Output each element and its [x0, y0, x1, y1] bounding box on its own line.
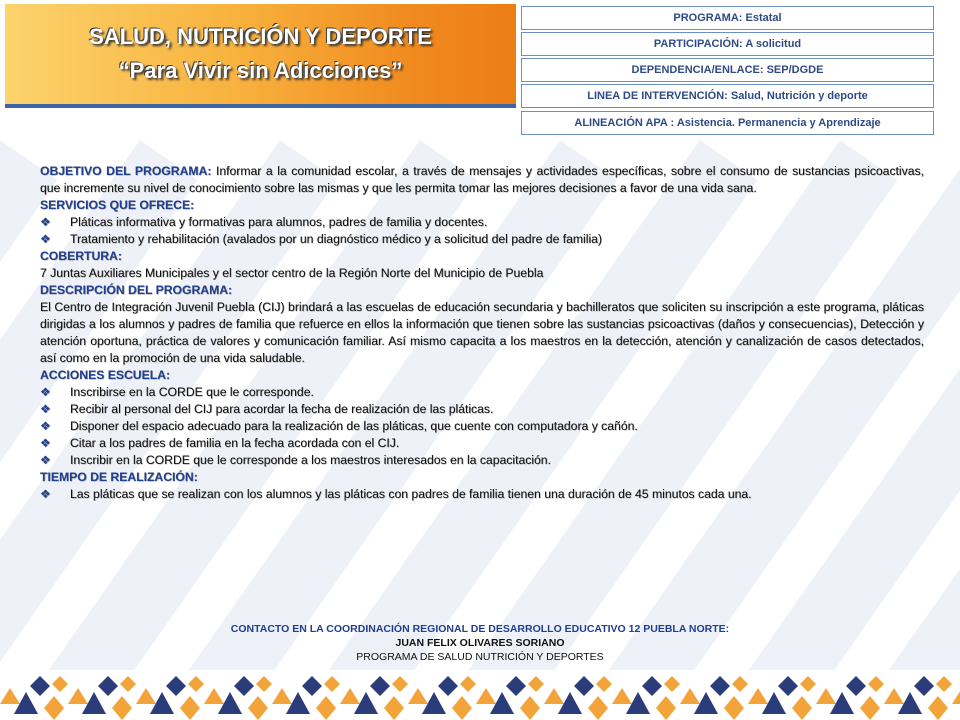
- diamond-bullet-icon: ❖: [40, 419, 51, 433]
- diamond-bullet-icon: ❖: [40, 385, 51, 399]
- banner-title-line1: SALUD, NUTRICIÓN Y DEPORTE: [89, 24, 432, 49]
- list-item: [40, 401, 924, 418]
- tiempo-item: Las pláticas que se realizan con los alumnos y las pláticas con padres de familia tienen una duración de 45 minutos cada una.: [70, 487, 752, 501]
- list-item: [40, 418, 924, 435]
- info-box-participacion: PARTICIPACIÓN: A solicitud: [521, 32, 934, 56]
- title-banner: [5, 4, 516, 108]
- diamond-bullet-icon: ❖: [40, 487, 51, 501]
- banner-title-line2: “Para Vivir sin Adicciones”: [118, 58, 403, 83]
- acciones-heading: ACCIONES ESCUELA:: [40, 368, 171, 382]
- info-box-programa: PROGRAMA: Estatal: [521, 6, 934, 30]
- info-box-alineacion: ALINEACIÓN APA : Asistencia. Permanencia y Aprendizaje: [521, 111, 934, 135]
- cobertura-heading: COBERTURA:: [40, 249, 122, 263]
- contact-name: JUAN FELIX OLIVARES SORIANO: [395, 637, 565, 649]
- servicio-item: Tratamiento y rehabilitación (avalados por un diagnóstico médico y a solicitud del padre de familia): [70, 232, 603, 246]
- objetivo-text: Informar a la comunidad escolar, a través de mensajes y actividades específicas, sobre el consumo de sustancias psicoactivas, que incremente su nivel de conocimiento sobre las mismas y que les permita tomar las mejores decisiones a favor de una vida sana.: [40, 164, 924, 195]
- list-item: [40, 231, 924, 248]
- cobertura-text: 7 Juntas Auxiliares Municipales y el sector centro de la Región Norte del Municipio de Puebla: [40, 266, 544, 280]
- info-box-linea: LINEA DE INTERVENCIÓN: Salud, Nutrición y deporte: [521, 84, 934, 108]
- objetivo-paragraph: [40, 163, 924, 197]
- list-item: [40, 486, 924, 503]
- list-item: [40, 452, 924, 469]
- accion-item: Recibir al personal del CIJ para acordar la fecha de realización de las pláticas.: [70, 402, 494, 416]
- list-item: [40, 435, 924, 452]
- contact-program: PROGRAMA DE SALUD NUTRICIÓN Y DEPORTES: [356, 651, 604, 663]
- descripcion-text: El Centro de Integración Juvenil Puebla (CIJ) brindará a las escuelas de educación secundaria y bachilleratos que soliciten su inscripción a este programa, pláticas dirigidas a los alumnos y padres de familia que refuerce en ellos la información que tienen sobre las sustancias psicoactivas (daños y consecuencias), Detección y atención oportuna, práctica de valores y comunicación familiar. Así mismo capacita a los maestros en la detección, atención y canalización de casos detectados, así como en la promoción de una vida saludable.: [40, 300, 924, 365]
- accion-item: Disponer del espacio adecuado para la realización de las pláticas, que cuente con computadora y cañón.: [70, 419, 638, 433]
- descripcion-heading: DESCRIPCIÓN DEL PROGRAMA:: [40, 283, 233, 297]
- list-item: [40, 214, 924, 231]
- decorative-border: [0, 674, 960, 720]
- objetivo-heading: OBJETIVO DEL PROGRAMA:: [40, 164, 212, 178]
- servicios-heading: SERVICIOS QUE OFRECE:: [40, 198, 195, 212]
- accion-item: Inscribirse en la CORDE que le corresponde.: [70, 385, 314, 399]
- contact-heading: CONTACTO EN LA COORDINACIÓN REGIONAL DE DESARROLLO EDUCATIVO 12 PUEBLA NORTE:: [230, 623, 730, 635]
- tiempo-heading: TIEMPO DE REALIZACIÓN:: [40, 470, 198, 484]
- diamond-bullet-icon: ❖: [40, 453, 51, 467]
- diamond-bullet-icon: ❖: [40, 232, 51, 246]
- diamond-bullet-icon: ❖: [40, 436, 51, 450]
- diamond-bullet-icon: ❖: [40, 215, 51, 229]
- list-item: [40, 384, 924, 401]
- servicio-item: Pláticas informativa y formativas para alumnos, padres de familia y docentes.: [70, 215, 488, 229]
- diamond-bullet-icon: ❖: [40, 402, 51, 416]
- accion-item: Citar a los padres de familia en la fecha acordada con el CIJ.: [70, 436, 400, 450]
- contact-block: [0, 622, 960, 664]
- program-content: [40, 163, 924, 503]
- info-box-dependencia: DEPENDENCIA/ENLACE: SEP/DGDE: [521, 58, 934, 82]
- accion-item: Inscribir en la CORDE que le corresponde a los maestros interesados en la capacitación.: [70, 453, 551, 467]
